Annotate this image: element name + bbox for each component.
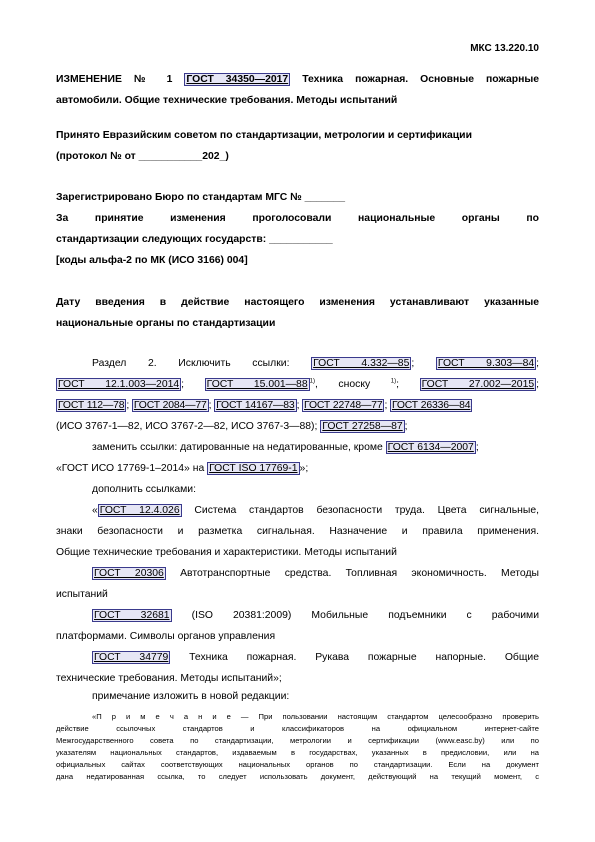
standard-link[interactable]: ГОСТ 14167—83 [216,400,295,411]
body-line-9: знаки безопасности и разметка сигнальная. Назначение и правила применения. [56,526,539,537]
body-line-1: Раздел 2. Исключить ссылки: ГОСТ 4.332—85 ; ГОСТ 9.303—84 ; [92,358,540,369]
body-line-10: Общие технические требования и характеристики. Методы испытаний [56,547,397,558]
body-line-8 [56,501,539,522]
body-text: Автотранспортные средства. Топливная экономичность. Методы [180,568,539,579]
standard-link[interactable]: ГОСТ 20306 [94,568,164,579]
intro-line-1: Дату введения в действие настоящего изменения устанавливают указанные [56,297,539,308]
standard-link[interactable]: ГОСТ 112—78 [58,400,125,411]
adopted-line-2: (протокол № от ___________202_) [56,151,229,162]
body-line-12: испытаний [56,589,108,600]
amendment-title-text: Техника пожарная. Основные пожарные [302,74,540,85]
body-text: Раздел 2. Исключить ссылки: [92,358,290,369]
standard-link-gost-34350[interactable]: ГОСТ 34350—2017 [186,74,289,85]
body-text: « [92,505,98,516]
standard-link[interactable]: ГОСТ 26336—84 [391,400,471,411]
country-codes: [коды альфа-2 по МК (ИСО 3166) 004] [56,255,248,266]
body-text: »; [299,463,309,474]
amendment-number: ИЗМЕНЕНИЕ № 1 [56,74,173,85]
adopted-line-1: Принято Евразийским советом по стандартизации, метрологии и сертификации [56,130,472,141]
standard-link[interactable]: ГОСТ 9.303—84 [437,358,535,369]
body-line-17: примечание изложить в новой редакции: [92,691,290,702]
body-text: Техника пожарная. Рукава пожарные напорные. Общие [189,652,540,663]
voted-line-2: стандартизации следующих государств: ___________ [56,234,333,245]
footnote-mark: 1) [390,378,397,385]
body-line-2: ГОСТ 12.1.003—2014 ; ГОСТ 15.001—88 $^{1)}$, сноску $^{1)}$; ГОСТ 27.002—2015 ; [58,378,540,390]
body-text: (ИСО 3767-1—82, ИСО 3767-2—82, ИСО 3767-3—88); [56,421,318,432]
body-line-3: ГОСТ 112—78 ; ГОСТ 2084—77 ; ГОСТ 14167—83 ; ГОСТ 22748—77 ; ГОСТ 26336—84 [58,400,471,411]
amendment-title-line-1 [56,70,539,91]
standard-link[interactable]: ГОСТ 12.4.026 [99,505,180,516]
body-line-4: (ИСО 3767-1—82, ИСО 3767-2—82, ИСО 3767-3—88); ГОСТ 27258—87 ; [56,421,408,432]
body-line-5: заменить ссылки: датированные на недатированные, кроме ГОСТ 6134—2007 ; [92,442,479,453]
standard-link[interactable]: ГОСТ 12.1.003—2014 [58,379,180,390]
body-text: Система стандартов безопасности труда. Цвета сигнальные, [194,505,539,516]
standard-link[interactable]: ГОСТ 15.001—88 [206,379,308,390]
voted-line-1: За принятие изменения проголосовали национальные органы по [56,213,539,224]
note-line-3: Межгосударственного совета по стандартизации, метрологии и сертификации (www.easc.by) или по [56,736,539,745]
body-text: (ISO 20381:2009) Мобильные подъемники с рабочими [191,610,539,621]
body-line-14: платформами. Символы органов управления [56,631,276,642]
standard-link[interactable]: ГОСТ 27.002—2015 [421,379,535,390]
standard-link[interactable]: ГОСТ 34779 [94,652,169,663]
body-line-16: технические требования. Методы испытаний»; [56,673,282,684]
body-line-6 [56,459,539,480]
note-line-1: «П р и м е ч а н и е — При пользовании настоящим стандартом целесообразно проверить [92,712,539,721]
body-text: , сноску [314,379,371,390]
body-line-13 [56,606,539,627]
body-text: заменить ссылки: датированные на недатированные, кроме [92,442,383,453]
body-line-15 [56,648,539,669]
standard-link[interactable]: ГОСТ 4.332—85 [313,358,410,369]
note-line-5: официальных сайтах соответствующих национальных органов по стандартизации. Если на документ [56,760,539,769]
standard-link[interactable]: ГОСТ 6134—2007 [387,442,474,453]
footnote-mark: 1) [309,378,315,385]
mks-code: МКС 13.220.10 [470,43,539,54]
standard-link[interactable]: ГОСТ 27258—87 [322,421,403,432]
standard-link[interactable]: ГОСТ ISO 17769-1 [209,463,298,474]
standard-link[interactable]: ГОСТ 32681 [94,610,170,621]
standard-link[interactable]: ГОСТ 22748—77 [304,400,383,411]
body-text: «ГОСТ ИСО 17769-1–2014» на [56,463,205,474]
body-line-11 [56,564,539,585]
standard-link[interactable]: ГОСТ 2084—77 [133,400,207,411]
intro-line-2: национальные органы по стандартизации [56,318,276,329]
note-line-6: дана недатированная ссылка, то следует использовать документ, действующий на текущий момент, с [56,772,539,781]
amendment-title-line-2: автомобили. Общие технические требования. Методы испытаний [56,95,398,106]
body-line-7: дополнить ссылками: [92,484,196,495]
registered-line: Зарегистрировано Бюро по стандартам МГС № _______ [56,192,346,203]
note-line-2: действие ссылочных стандартов и классификаторов на официальном интернет-сайте [56,724,539,733]
note-line-4: указателям национальных стандартов, издаваемым в государствах, указанных в предисловии, или на [56,748,539,757]
